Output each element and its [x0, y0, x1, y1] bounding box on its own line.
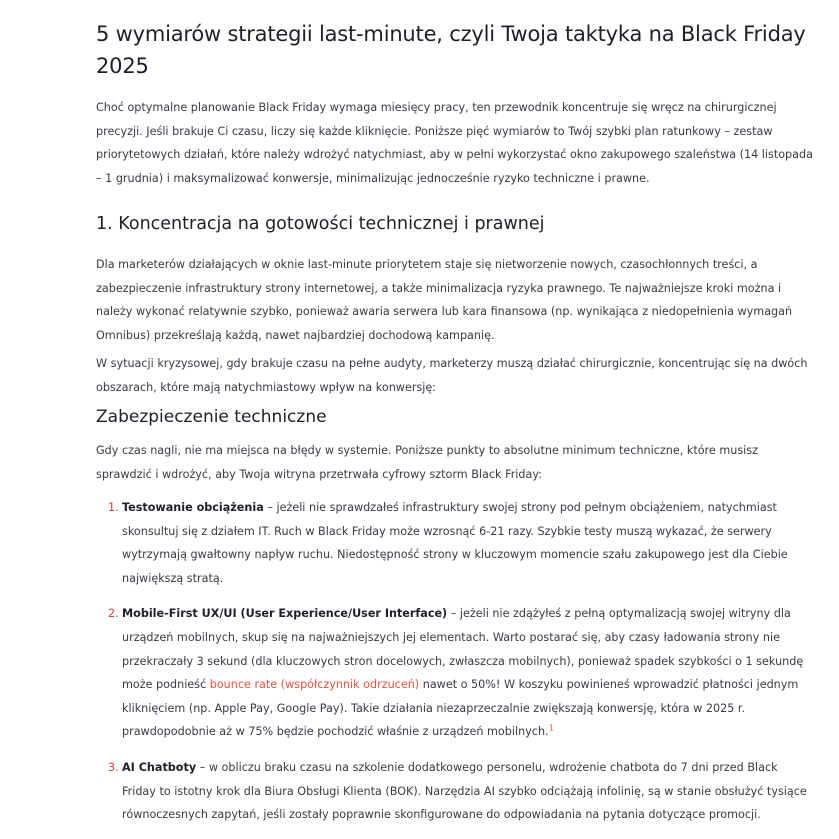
list-number: 2. [108, 607, 119, 621]
list-item-text: – jeżeli nie sprawdzałeś infrastruktury swojej strony pod pełnym obciążeniem, natychmiast skonsultuj się z działem IT. Ruch w Black Friday może wzrosnąć 6-21 razy. Szybkie testy muszą wykazać, że serwery wytrzymają gwałtowny napływ ruchu. Niedostępność strony w kluczowym momencie szału zakupowego jest dla Ciebie największą stratą. [122, 501, 788, 585]
list-item-text: – w obliczu braku czasu na szkolenie dodatkowego personelu, wdrożenie chatbota do 7 dni przed Black Friday to istotny krok dla Biura Obsługi Klienta (BOK). Narzędzia AI szybko odciążają infolinię, są w stanie obsłużyć tysiące równoczesnych zapytań, jeśli zostały poprawnie skonfigurowane do odpowiadania na pytania dotyczące promocji. [122, 760, 807, 822]
list-item-title: AI Chatboty [122, 760, 197, 774]
intro-paragraph: Choć optymalne planowanie Black Friday wymaga miesięcy pracy, ten przewodnik koncentruje się wręcz na chirurgicznej precyzji. Jeśli brakuje Ci czasu, liczy się każde kliknięcie. Poniższe pięć wymiarów to Twój szybki plan ratunkowy – zestaw priorytetowych działań, które należy wdrożyć natychmiast, aby w pełni wykorzystać okno zakupowego szaleństwa (14 listopada – 1 grudnia) i maksymalizować konwersje, minimalizując jednocześnie ryzyko techniczne i prawne. [96, 101, 813, 185]
page-title: 5 wymiarów strategii last-minute, czyli Twoja taktyka na Black Friday 2025 [96, 22, 806, 78]
section-paragraph-2: W sytuacji kryzysowej, gdy brakuje czasu na pełne audyty, marketerzy muszą działać chirurgicznie, koncentrując się na dwóch obszarach, które mają natychmiastowy wpływ na konwersję: [96, 357, 808, 394]
footnote-link[interactable]: 1 [548, 723, 554, 733]
list-item [108, 602, 808, 744]
list-item-title: Mobile-First UX/UI (User Experience/User Interface) [122, 607, 448, 621]
subsection-heading: Zabezpieczenie techniczne [96, 407, 327, 427]
list-item-text: – jeżeli nie zdążyłeś z pełną optymalizacją swojej witryny dla urządzeń mobilnych, skup się na najważniejszych jej elementach. Warto postarać się, aby czasy ładowania strony nie przekraczały 3 sekund (dla kluczowych stron docelowych, zwłaszcza mobilnych), ponieważ spadek szybkości o 1 sekundę może podnieść [122, 607, 804, 692]
list-item-title: Testowanie obciążenia [122, 501, 264, 514]
list-number: 1. [108, 501, 119, 514]
numbered-list [108, 496, 808, 839]
list-item [108, 496, 808, 590]
section-heading: 1. Koncentracja na gotowości technicznej i prawnej [96, 214, 545, 234]
section-paragraph-1: Dla marketerów działających w oknie last-minute priorytetem staje się nietworzenie nowych, czasochłonnych treści, a zabezpieczenie infrastruktury strony internetowej, a także minimalizacja ryzyka prawnego. Te najważniejsze kroki można i należy wykonać relatywnie szybko, ponieważ awaria serwera lub kara finansowa (np. wynikająca z niedopełnienia wymagań Omnibus) przekreślają każdą, nawet najbardziej dochodową kampanię. [96, 258, 793, 342]
list-item [108, 756, 808, 827]
list-item-text-continued: nawet o 50%! W koszyku powinieneś wprowadzić płatności jednym kliknięciem (np. Apple Pay, Google Pay). Takie działania niezaprzeczalnie zwiększają konwersję, która w 2025 r. prawdopodobnie aż w 75% będzie pochodzić właśnie z urządzeń mobilnych. [122, 678, 799, 739]
subsection-paragraph: Gdy czas nagli, nie ma miejsca na błędy w systemie. Poniższe punkty to absolutne minimum techniczne, które musisz sprawdzić i wdrożyć, aby Twoja witryna przetrwała cyfrowy sztorm Black Friday: [96, 444, 758, 481]
list-number: 3. [108, 760, 119, 774]
bounce-rate-link[interactable]: bounce rate (współczynnik odrzuceń) [209, 678, 420, 692]
